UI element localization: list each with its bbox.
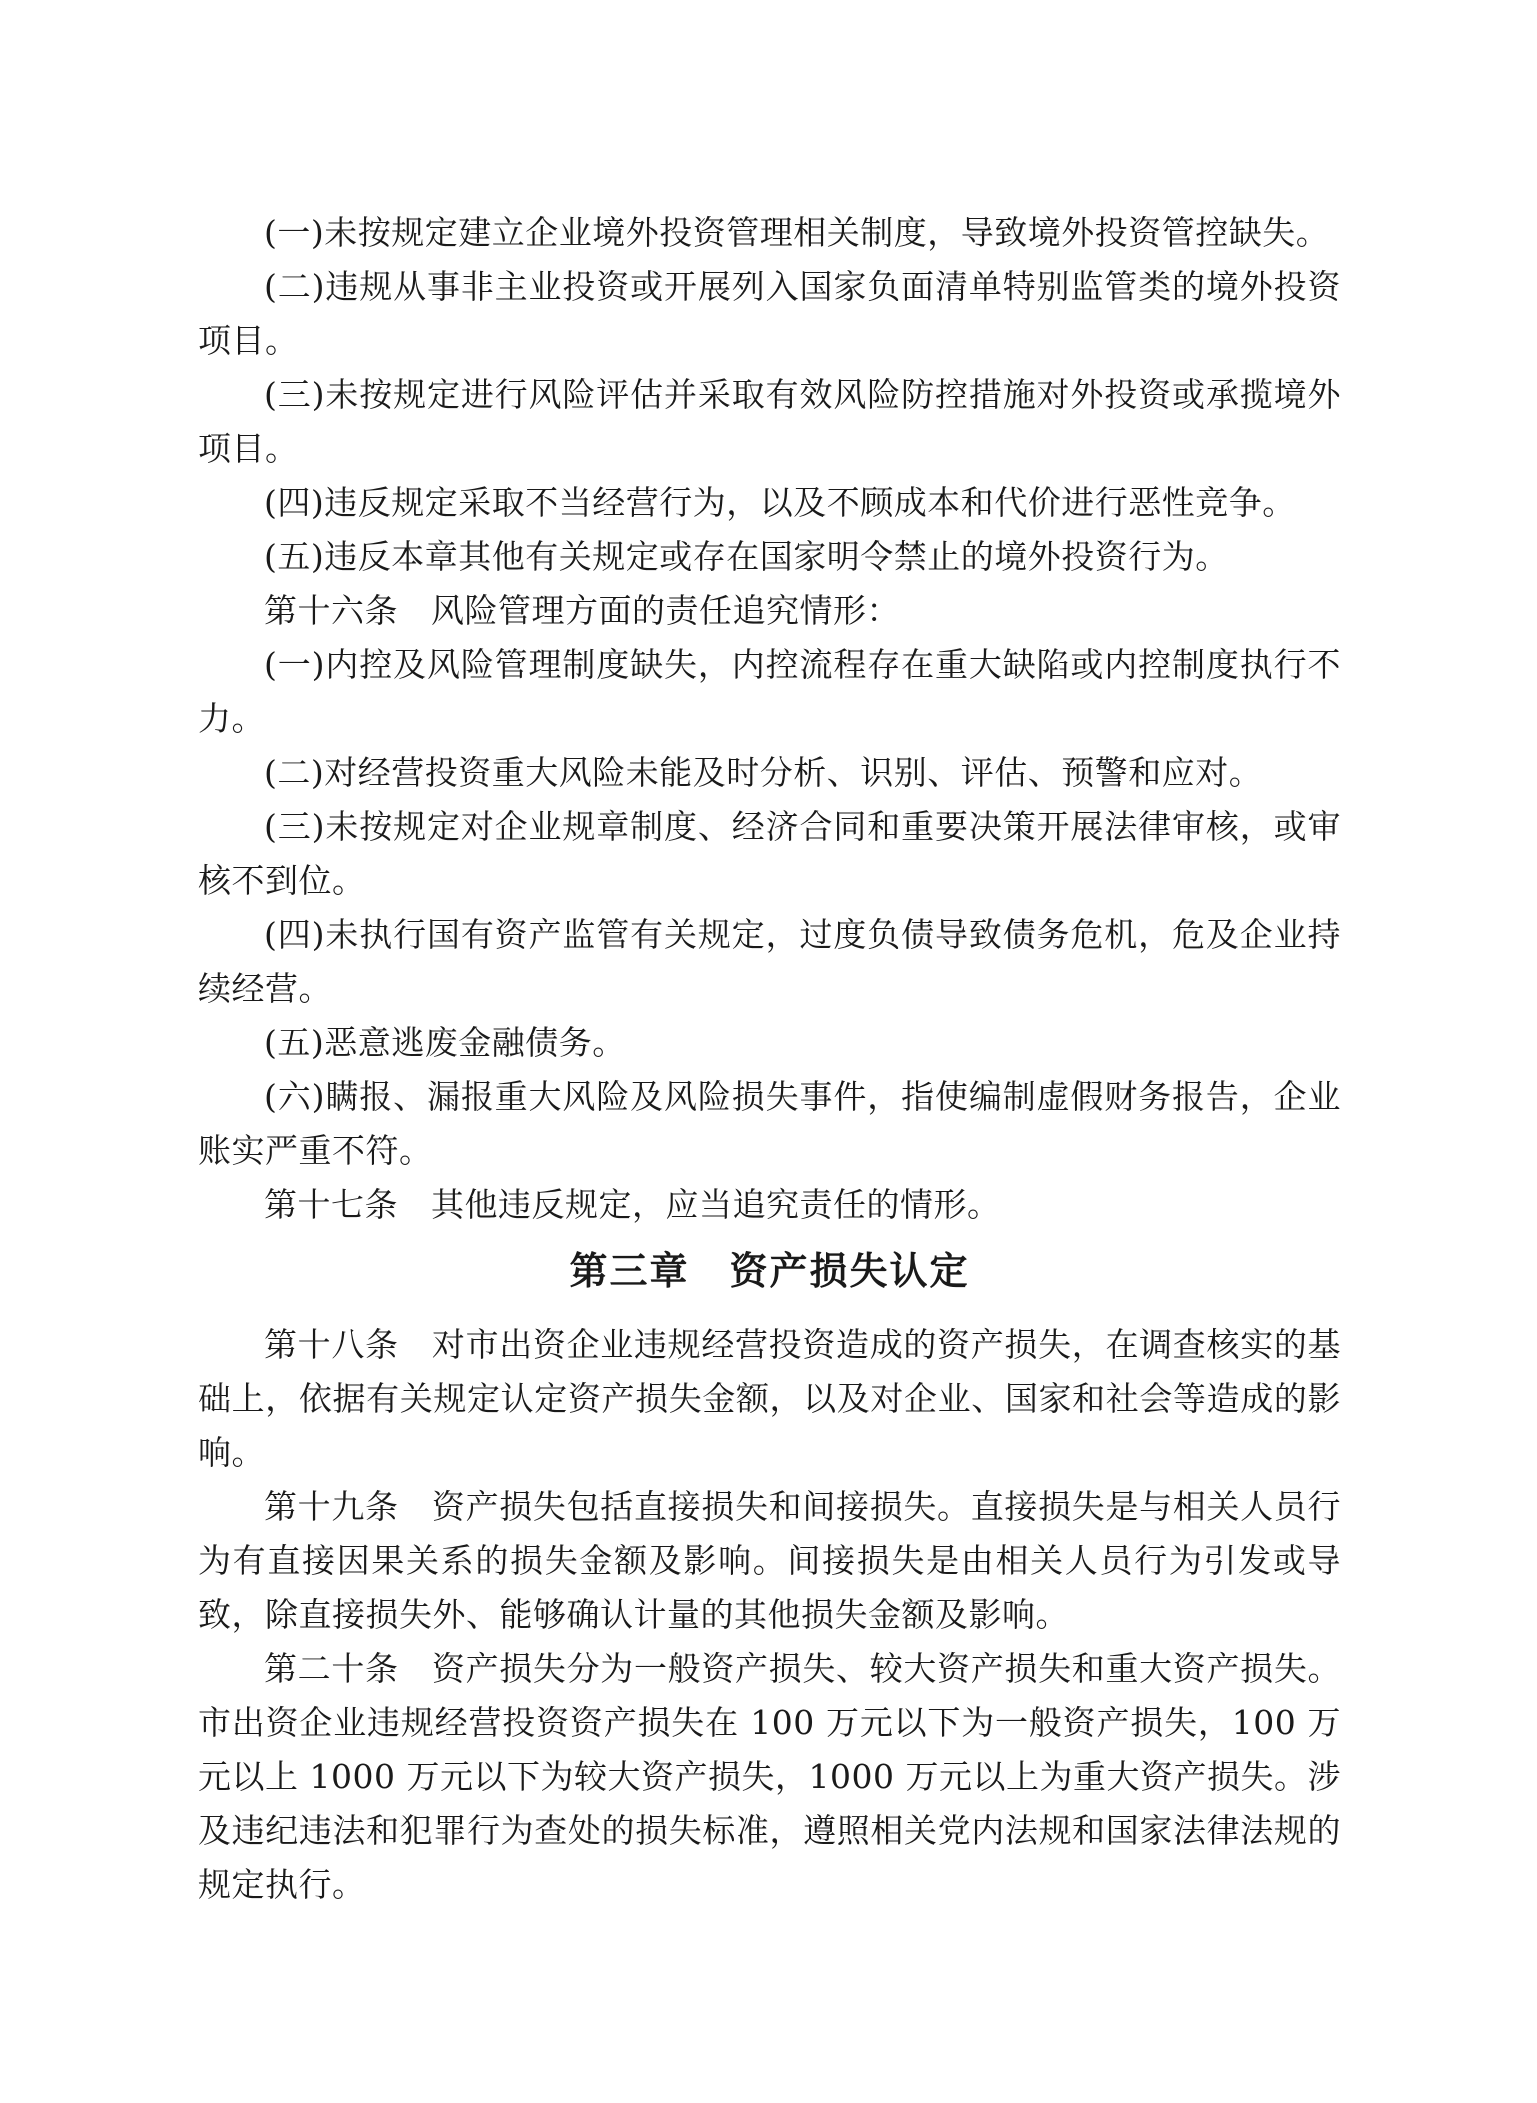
clause-paragraph: (四)未执行国有资产监管有关规定，过度负债导致债务危机，危及企业持续经营。 [198,915,1341,1008]
clause-paragraph: (一)内控及风险管理制度缺失，内控流程存在重大缺陷或内控制度执行不力。 [198,645,1341,738]
article-18 [198,1318,1341,1480]
clause-paragraph: (二)违规从事非主业投资或开展列入国家负面清单特别监管类的境外投资项目。 [198,267,1341,360]
article-text: 资产损失包括直接损失和间接损失。直接损失是与相关人员行为有直接因果关系的损失金额及影响。间接损失是由相关人员行为引发或导致，除直接损失外、能够确认计量的其他损失金额及影响。 [198,1487,1342,1634]
article-text: 其他违反规定，应当追究责任的情形。 [431,1185,1001,1224]
article-20 [198,1642,1341,1912]
article-text: 资产损失分为一般资产损失、较大资产损失和重大资产损失。市出资企业违规经营投资资产损失在 100 万元以下为一般资产损失，100 万元以上 1000 万元以下为较大资产损失，1000 万元以上为重大资产损失。涉及违纪违法和犯罪行为查处的损失标准，遵照相关党内法规和国家法律法规的规定执行。 [198,1649,1342,1904]
article-number: 第十六条 [264,591,398,630]
article-19 [198,1480,1341,1642]
clause-paragraph: (三)未按规定对企业规章制度、经济合同和重要决策开展法律审核，或审核不到位。 [198,807,1341,900]
clause-paragraph: (五)恶意逃废金融债务。 [264,1023,626,1062]
article-number: 第十八条 [264,1325,399,1364]
article-16 [198,584,1341,638]
chapter-heading: 第三章 资产损失认定 [569,1249,970,1293]
article-number: 第十九条 [264,1487,399,1526]
clause-paragraph: (五)违反本章其他有关规定或存在国家明令禁止的境外投资行为。 [264,537,1229,576]
article-17 [198,1178,1341,1232]
article-text: 风险管理方面的责任追究情形： [431,591,900,630]
document-page [198,206,1341,1912]
clause-paragraph: (三)未按规定进行风险评估并采取有效风险防控措施对外投资或承揽境外项目。 [198,375,1341,468]
article-text: 对市出资企业违规经营投资造成的资产损失，在调查核实的基础上，依据有关规定认定资产损失金额，以及对企业、国家和社会等造成的影响。 [198,1325,1342,1472]
clause-paragraph: (一)未按规定建立企业境外投资管理相关制度，导致境外投资管控缺失。 [264,213,1330,252]
article-number: 第十七条 [264,1185,398,1224]
clause-paragraph: (四)违反规定采取不当经营行为，以及不顾成本和代价进行恶性竞争。 [264,483,1296,522]
clause-paragraph: (二)对经营投资重大风险未能及时分析、识别、评估、预警和应对。 [264,753,1263,792]
article-number: 第二十条 [264,1649,399,1688]
clause-paragraph: (六)瞒报、漏报重大风险及风险损失事件，指使编制虚假财务报告，企业账实严重不符。 [198,1077,1341,1170]
